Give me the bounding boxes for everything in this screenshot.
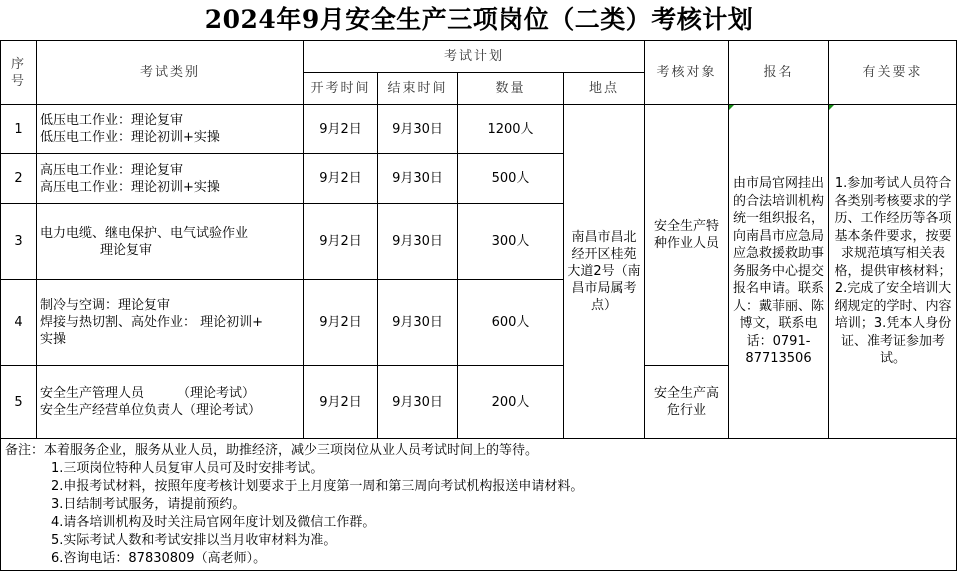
- notes-intro: 备注：本着服务企业，服务从业人员，助推经济，减少三项岗位从业人员考试时间上的等待。: [5, 442, 539, 458]
- row-start: 9月2日: [304, 366, 378, 439]
- category-line: 理论复审: [100, 242, 153, 258]
- category-line: 电力电缆、继电保护、电气试验作业: [40, 225, 249, 241]
- category-line: 制冷与空调：理论复审: [40, 298, 171, 313]
- header-register: 报名: [729, 41, 829, 105]
- row-index: 1: [1, 105, 37, 154]
- header-plan: 考试计划: [304, 41, 645, 73]
- header-category: 考试类别: [37, 41, 304, 105]
- row-start: 9月2日: [304, 204, 378, 280]
- row-category: [37, 154, 304, 204]
- row-category: [37, 366, 304, 439]
- row-count: 200人: [458, 366, 564, 439]
- note-item: 1.三项岗位特种人员复审人员可及时安排考试。: [51, 460, 324, 476]
- registration-info: 由市局官网挂出的合法培训机构统一组织报名，向南昌市应急局应急救援救助事务服务中心提交报名申请。联系人：戴菲丽、陈博文，联系电话：0791-87713506: [729, 105, 829, 439]
- row-end: 9月30日: [378, 280, 458, 366]
- row-category: [37, 105, 304, 154]
- row-end: 9月30日: [378, 154, 458, 204]
- category-line: 低压电工作业：理论初训+实操: [40, 130, 220, 145]
- row-category: [37, 204, 304, 280]
- row-end: 9月30日: [378, 366, 458, 439]
- category-line: 实操: [40, 332, 67, 347]
- note-item: 4.请各培训机构及时关注局官网年度计划及微信工作群。: [51, 514, 376, 530]
- exam-plan-table: [0, 40, 957, 571]
- row-category: [37, 280, 304, 366]
- notes-section: [1, 439, 957, 571]
- category-line: 焊接与热切割、高处作业： 理论初训+: [40, 315, 264, 330]
- target-special-workers: 安全生产特种作业人员: [645, 105, 729, 366]
- row-index: 4: [1, 280, 37, 366]
- row-index: 2: [1, 154, 37, 204]
- row-index: 3: [1, 204, 37, 280]
- header-requirements: 有关要求: [829, 41, 957, 105]
- row-count: 500人: [458, 154, 564, 204]
- note-item: 5.实际考试人数和考试安排以当月收审材料为准。: [51, 532, 337, 548]
- header-start: 开考时间: [304, 73, 378, 105]
- category-line: 安全生产经营单位负责人（理论考试）: [40, 403, 262, 418]
- row-count: 300人: [458, 204, 564, 280]
- category-line: 高压电工作业：理论初训+实操: [40, 179, 220, 195]
- row-start: 9月2日: [304, 280, 378, 366]
- note-item: 6.咨询电话：87830809（高老师）。: [51, 550, 267, 566]
- row-count: 1200人: [458, 105, 564, 154]
- table-row: [1, 105, 957, 154]
- header-count: 数量: [458, 73, 564, 105]
- requirements-info: 1.参加考试人员符合各类别考核要求的学历、工作经历等各项基本条件要求，按要求规范填写相关表格，提供审核材料；2.完成了安全培训大纲规定的学时、内容培训；3.凭本人身份证、准考证参加考试。: [829, 105, 957, 439]
- category-line: 高压电工作业：理论复审: [40, 162, 184, 178]
- header-index: 序号: [1, 41, 37, 105]
- note-item: 3.日结制考试服务，请提前预约。: [51, 496, 246, 512]
- row-index: 5: [1, 366, 37, 439]
- category-line: 安全生产管理人员 （理论考试）: [40, 386, 256, 401]
- row-start: 9月2日: [304, 105, 378, 154]
- header-end: 结束时间: [378, 73, 458, 105]
- exam-location: 南昌市昌北经开区桂苑大道2号（南昌市局属考点）: [564, 105, 645, 439]
- header-location: 地点: [564, 73, 645, 105]
- category-line: 低压电工作业：理论复审: [40, 113, 184, 128]
- note-item: 2.申报考试材料，按照年度考核计划要求于上月度第一周和第三周向考试机构报送申请材料。: [51, 478, 584, 494]
- row-count: 600人: [458, 280, 564, 366]
- header-target: 考核对象: [645, 41, 729, 105]
- row-end: 9月30日: [378, 204, 458, 280]
- page-title: 2024年9月安全生产三项岗位（二类）考核计划: [204, 5, 754, 34]
- row-start: 9月2日: [304, 154, 378, 204]
- target-hazard-industry: 安全生产高危行业: [645, 366, 729, 439]
- row-end: 9月30日: [378, 105, 458, 154]
